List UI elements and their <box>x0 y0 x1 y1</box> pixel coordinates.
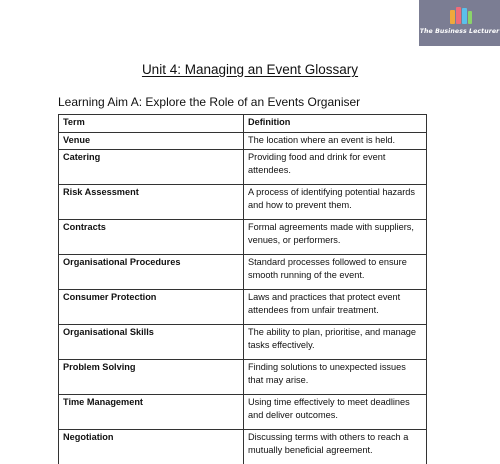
section-heading: Learning Aim A: Explore the Role of an Events Organiser <box>58 95 361 109</box>
table-header-row <box>59 115 427 133</box>
definition-cell: Providing food and drink for event attendees. <box>244 150 427 185</box>
column-header-definition: Definition <box>244 115 427 133</box>
term-cell: Catering <box>59 150 244 185</box>
book-icon <box>448 6 474 26</box>
term-cell: Negotiation <box>59 430 244 464</box>
table-row <box>59 290 427 325</box>
brand-logo-text: The Business Lecturer <box>419 28 500 35</box>
table-row <box>59 430 427 464</box>
definition-cell: Using time effectively to meet deadlines and deliver outcomes. <box>244 395 427 430</box>
column-header-term: Term <box>59 115 244 133</box>
definition-cell: Finding solutions to unexpected issues that may arise. <box>244 360 427 395</box>
definition-cell: The location where an event is held. <box>244 133 427 150</box>
table-row <box>59 220 427 255</box>
table-row <box>59 255 427 290</box>
glossary-table-body <box>59 133 427 464</box>
term-cell: Venue <box>59 133 244 150</box>
table-row <box>59 133 427 150</box>
definition-cell: A process of identifying potential hazards and how to prevent them. <box>244 185 427 220</box>
glossary-table-header <box>59 115 427 133</box>
term-cell: Problem Solving <box>59 360 244 395</box>
table-row <box>59 360 427 395</box>
definition-cell: Laws and practices that protect event attendees from unfair treatment. <box>244 290 427 325</box>
table-row <box>59 150 427 185</box>
term-cell: Consumer Protection <box>59 290 244 325</box>
term-cell: Risk Assessment <box>59 185 244 220</box>
definition-cell: The ability to plan, prioritise, and manage tasks effectively. <box>244 325 427 360</box>
term-cell: Organisational Skills <box>59 325 244 360</box>
term-cell: Time Management <box>59 395 244 430</box>
term-cell: Organisational Procedures <box>59 255 244 290</box>
term-cell: Contracts <box>59 220 244 255</box>
definition-cell: Discussing terms with others to reach a mutually beneficial agreement. <box>244 430 427 464</box>
table-row <box>59 185 427 220</box>
document-title: Unit 4: Managing an Event Glossary <box>141 62 359 77</box>
brand-logo <box>419 0 500 46</box>
definition-cell: Formal agreements made with suppliers, venues, or performers. <box>244 220 427 255</box>
definition-cell: Standard processes followed to ensure smooth running of the event. <box>244 255 427 290</box>
glossary-table <box>58 114 427 464</box>
table-row <box>59 325 427 360</box>
table-row <box>59 395 427 430</box>
